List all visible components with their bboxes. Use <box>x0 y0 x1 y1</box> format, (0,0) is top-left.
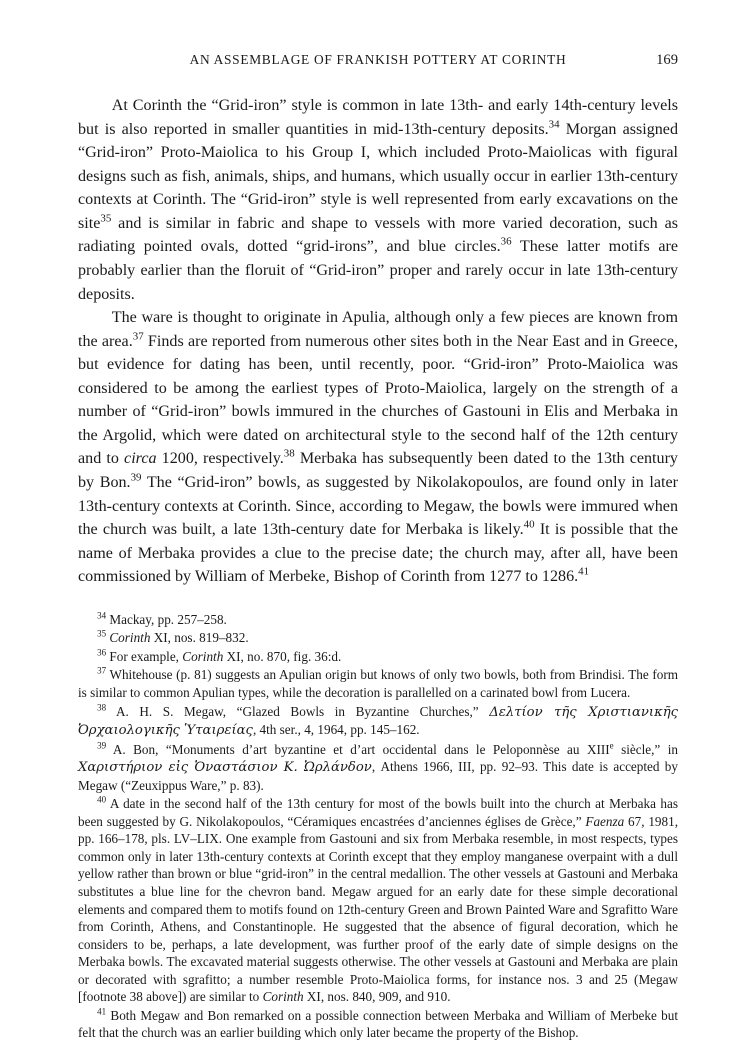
running-head <box>78 52 678 68</box>
footnote: $^{35}$ Corinth XI, nos. 819–832. <box>97 628 249 646</box>
footnote-number: 40 <box>97 794 107 805</box>
footnote-number: 35 <box>97 628 107 639</box>
footnote-ref[interactable]: 40 <box>523 518 535 531</box>
footnote-number: 37 <box>97 666 107 677</box>
footnote-ref[interactable]: 37 <box>132 330 144 343</box>
paragraph: The ware is thought to originate in Apulia, although only a few pieces are known from the area.$^{37}$ Finds are reported from numerous other sites both in the Near East and in Greece, but evidence for dating has been, until recently, poor. “Grid-iron” Proto-Maiolica was considered to be among the earliest types of Proto-Maiolica, largely on the strength of a number of “Grid-iron” bowls immured in the churches of Gastouni in Elis and Merbaka in the Argolid, which were dated on architectural style to the second half of the 12th century and to circa 1200, respectively.$^{38}$ Merbaka has subsequently been dated to the 13th century by Bon.$^{39}$ The “Grid-iron” bowls, as suggested by Nikolakopoulos, are found only in later 13th-century contexts at Corinth. Since, according to Megaw, the bowls were immured when the church was built, a late 13th-century date for Merbaka is likely.$^{40}$ It is possible that the name of Merbaka provides a clue to the precise date; the church may, after all, have been commissioned by William of Merbeke, Bishop of Corinth from 1277 to 1286.41 <box>78 309 678 586</box>
footnote-ref[interactable]: 38 <box>283 448 295 461</box>
footnote-number: 41 <box>97 1006 107 1017</box>
footnote-ref[interactable]: 35 <box>100 212 112 225</box>
footnote: $^{37}$ Whitehouse (p. 81) suggests an Apulian origin but knows of only two bowls, both from Brindisi. The form is similar to common Apulian types, while the decoration is parallelled on a carinated bowl from Lucera. <box>78 666 678 700</box>
footnote: $^{36}$ For example, Corinth XI, no. 870, fig. 36:d. <box>97 647 342 664</box>
footnote-number: 34 <box>97 610 107 621</box>
footnote-number: 38 <box>97 702 107 713</box>
footnote-ref[interactable]: 36 <box>500 236 512 249</box>
footnote: $^{34}$ Mackay, pp. 257–258. <box>97 610 227 627</box>
footnote-number: 36 <box>97 647 107 658</box>
page-content <box>78 52 678 1043</box>
paragraph: At Corinth the “Grid-iron” style is common in late 13th- and early 14th-century levels but is also reported in smaller quantities in mid-13th-century deposits.$^{34}$ Morgan assigned “Grid-iron” Proto-Maiolica to his Group I, which included Proto-Maiolicas with figural designs such as fish, animals, ships, and humans, which usually occur in earlier 13th-century contexts at Corinth. The “Grid-iron” style is well represented from early excavations on the site$^{35}$ and is similar in fabric and shape to vessels with more varied decoration, such as radiating pointed ovals, dotted “grid-irons”, and blue circles.$^{36}$ These latter motifs are probably earlier than the floruit of “Grid-iron” proper and rarely occur in late 13th-century deposits. <box>78 97 678 303</box>
footnote-ref[interactable]: 39 <box>130 471 142 484</box>
running-title: AN ASSEMBLAGE OF FRANKISH POTTERY AT CORINTH <box>189 52 567 67</box>
footnote-ref[interactable]: 34 <box>548 118 560 131</box>
footnote: $^{40}$ A date in the second half of the 13th century for most of the bowls built into the church at Merbaka has been suggested by G. Nikolakopoulos, “Céramiques encastrées d’anciennes églises de Grèce,” Faenza 67, 1981, pp. 166–178, pls. LV–LIX. One example from Gastouni and six from Merbaka resemble, in most respects, types common only in later 13th-century contexts at Corinth except that they employ manganese overpaint with a dull yellow rather than brown or blue “grid-iron” in the central medallion. The other vessels at Gastouni and Merbaka substitutes a blue line for the chevron band. Megaw argued for an early date for these simple decorational elements and compared them to motifs found on 12th-century Green and Brown Painted Ware and Sgrafitto Ware from Corinth, Athens, and Constantinople. He suggested that the absence of figural decoration, which he considers to be, perhaps, a late development, was further proof of the early date of simple designs on the Merbaka bowls. The excavated material suggests otherwise. The other vessels at Gastouni and Merbaka are plain or decorated with sgrafitto; a number resemble Proto-Maiolica forms, for instance nos. 3 and 25 (Megaw [footnote 38 above]) are similar to Corinth XI, nos. 840, 909, and 910. <box>78 794 679 1005</box>
footnotes-section <box>78 611 678 1042</box>
footnote: $^{38}$ A. H. S. Megaw, “Glazed Bowls in Byzantine Churches,” Δελτίον τῆς Χριστιανικῆς Ὀρχαιολογικῆς Ὑταιρείας, 4th ser., 4, 1964, pp. 145–162. <box>78 702 678 739</box>
page-number: 169 <box>656 52 678 68</box>
footnote: $^{39}$ A. Bon, “Monuments d’art byzantine et d’art occidental dans le Peloponnèse au XIIIe siècle,” in Χαριστήριον εἰς Ὀναστάσιον Κ. Ὠρλάνδον, Athens 1966, III, pp. 92–93. This date is accepted by Megaw (“Zeuxippus Ware,” p. 83). <box>78 740 679 793</box>
footnote-number: 39 <box>97 740 107 751</box>
footnote-ref[interactable]: 41 <box>578 565 590 578</box>
footnote: $^{41}$ Both Megaw and Bon remarked on a possible connection between Merbaka and William of Merbeke but felt that the church was an earlier building which only later became the property of the Bishop. <box>78 1006 678 1041</box>
body-text <box>78 94 678 589</box>
